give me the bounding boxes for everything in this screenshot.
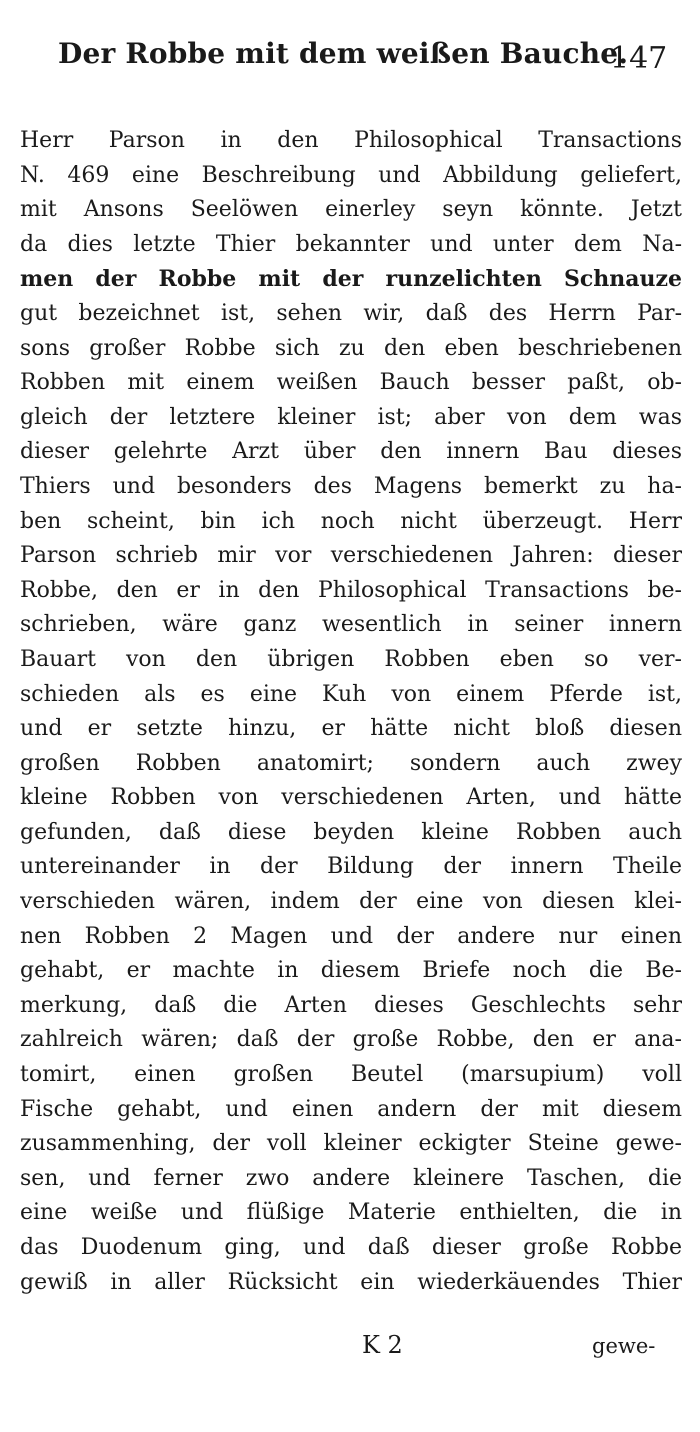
text-line: mit Ansons Seelöwen einerley seyn könnte. Jetzt bbox=[20, 197, 682, 223]
text-line: N. 469 eine Beschreibung und Abbildung geliefert, bbox=[20, 162, 682, 188]
signature-mark: K 2 bbox=[362, 1331, 403, 1359]
text-line: untereinander in der Bildung der innern Theile bbox=[20, 854, 682, 880]
text-line: sons großer Robbe sich zu den eben beschriebenen bbox=[20, 335, 682, 361]
text-line: ben scheint, bin ich noch nicht überzeugt. Herr bbox=[20, 508, 682, 534]
text-line: Thiers und besonders des Magens bemerkt zu ha- bbox=[20, 473, 682, 499]
text-line: nen Robben 2 Magen und der andere nur einen bbox=[20, 923, 682, 949]
text-line: großen Robben anatomirt; sondern auch zwey bbox=[20, 750, 682, 776]
running-head: Der Robbe mit dem weißen Bauche. bbox=[58, 37, 629, 70]
text-line: Bauart von den übrigen Robben eben so ver- bbox=[20, 646, 682, 672]
text-line: gleich der letztere kleiner ist; aber von dem was bbox=[20, 404, 682, 430]
text-line: gewiß in aller Rücksicht ein wiederkäuendes Thier bbox=[20, 1269, 682, 1295]
text-line: sen, und ferner zwo andere kleinere Taschen, die bbox=[20, 1165, 682, 1191]
text-line: Parson schrieb mir vor verschiedenen Jahren: dieser bbox=[20, 543, 682, 569]
text-line: zahlreich wären; daß der große Robbe, den er ana- bbox=[20, 1027, 682, 1053]
text-line: zusammenhing, der voll kleiner eckigter Steine gewe- bbox=[20, 1131, 682, 1157]
text-line: kleine Robben von verschiedenen Arten, und hätte bbox=[20, 785, 682, 811]
text-line: tomirt, einen großen Beutel (marsupium) voll bbox=[20, 1062, 682, 1088]
text-line: Fische gehabt, und einen andern der mit diesem bbox=[20, 1096, 682, 1122]
text-line: das Duodenum ging, und daß dieser große Robbe bbox=[20, 1235, 682, 1260]
catchword: gewe- bbox=[592, 1334, 656, 1358]
text-line: und er setzte hinzu, er hätte nicht bloß diesen bbox=[20, 716, 682, 742]
text-line: Robbe, den er in den Philosophical Transactions be- bbox=[20, 577, 682, 603]
text-line: gut bezeichnet ist, sehen wir, daß des Herrn Par- bbox=[20, 300, 682, 326]
text-line: gefunden, daß diese beyden kleine Robben auch bbox=[20, 819, 682, 845]
text-line: men der Robbe mit der runzelichten Schnauze bbox=[20, 266, 682, 293]
text-line: Robben mit einem weißen Bauch besser paßt, ob- bbox=[20, 370, 682, 396]
text-line: schrieben, wäre ganz wesentlich in seiner innern bbox=[20, 612, 682, 638]
text-line: gehabt, er machte in diesem Briefe noch die Be- bbox=[20, 958, 682, 984]
text-line: schieden als es eine Kuh von einem Pferde ist, bbox=[20, 681, 682, 707]
text-line: dieser gelehrte Arzt über den innern Bau dieses bbox=[20, 439, 682, 465]
text-line: da dies letzte Thier bekannter und unter dem Na- bbox=[20, 231, 682, 257]
text-line: eine weiße und flüßige Materie enthielten, die in bbox=[20, 1200, 682, 1226]
text-line: merkung, daß die Arten dieses Geschlechts sehr bbox=[20, 992, 682, 1018]
text-line: Herr Parson in den Philosophical Transactions bbox=[20, 128, 682, 153]
text-line: verschieden wären, indem der eine von diesen klei- bbox=[20, 889, 682, 915]
body-text bbox=[20, 124, 682, 1300]
page-number: 147 bbox=[610, 41, 668, 76]
